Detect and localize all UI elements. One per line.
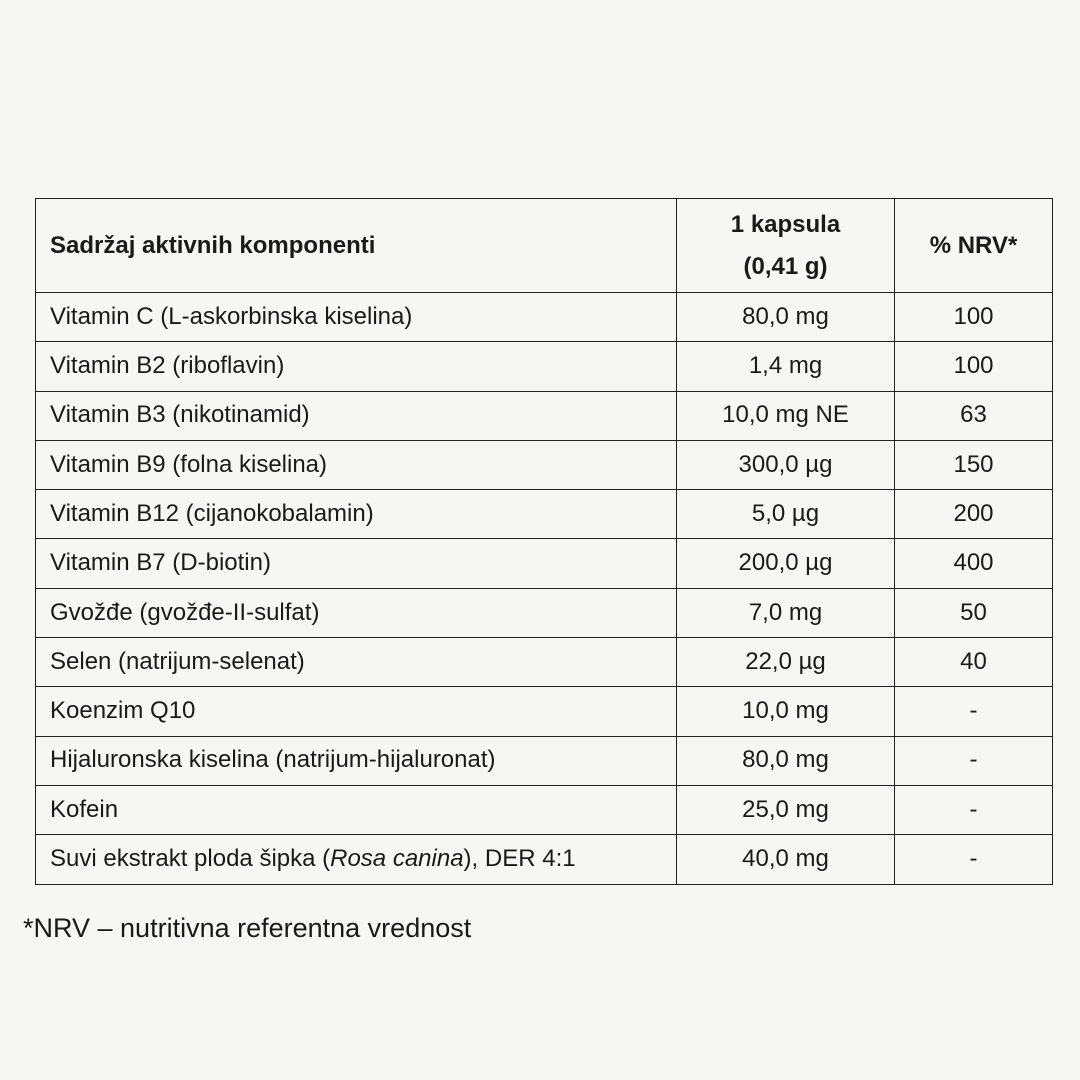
footnote: *NRV – nutritivna referentna vrednost	[23, 913, 472, 943]
row-name: Vitamin B9 (folna kiselina)	[36, 440, 677, 489]
row-amount: 1,4 mg	[677, 342, 895, 391]
row-nrv: -	[895, 835, 1053, 884]
row-nrv: -	[895, 785, 1053, 834]
row-name	[36, 835, 677, 884]
row-amount: 40,0 mg	[677, 835, 895, 884]
header-amount-line2: (0,41 g)	[743, 252, 828, 280]
row-nrv: 200	[895, 490, 1053, 539]
row-amount: 22,0 µg	[677, 638, 895, 687]
table-row	[36, 293, 1053, 342]
row-nrv: 40	[895, 638, 1053, 687]
row-nrv: -	[895, 736, 1053, 785]
row-name: Kofein	[36, 785, 677, 834]
row-name: Vitamin B2 (riboflavin)	[36, 342, 677, 391]
row-amount: 200,0 µg	[677, 539, 895, 588]
header-component: Sadržaj aktivnih komponenti	[36, 199, 677, 293]
table-row	[36, 539, 1053, 588]
table-row	[36, 835, 1053, 884]
table-row	[36, 687, 1053, 736]
row-amount: 80,0 mg	[677, 293, 895, 342]
table-row	[36, 785, 1053, 834]
row-nrv: -	[895, 687, 1053, 736]
table-header	[36, 199, 1053, 293]
table-row	[36, 440, 1053, 489]
row-nrv: 63	[895, 391, 1053, 440]
row-name: Vitamin C (L-askorbinska kiselina)	[36, 293, 677, 342]
row-amount: 25,0 mg	[677, 785, 895, 834]
row-name: Vitamin B12 (cijanokobalamin)	[36, 490, 677, 539]
table-row	[36, 638, 1053, 687]
table-body	[36, 293, 1053, 885]
row-amount: 300,0 µg	[677, 440, 895, 489]
row-nrv: 150	[895, 440, 1053, 489]
row-name: Selen (natrijum-selenat)	[36, 638, 677, 687]
table-row	[36, 736, 1053, 785]
row-name: Vitamin B3 (nikotinamid)	[36, 391, 677, 440]
row-amount: 10,0 mg	[677, 687, 895, 736]
header-nrv: % NRV*	[895, 199, 1053, 293]
table-row	[36, 391, 1053, 440]
row-name: Gvožđe (gvožđe-II-sulfat)	[36, 588, 677, 637]
table-row	[36, 490, 1053, 539]
row-name-prefix: Suvi ekstrakt ploda šipka (	[50, 845, 331, 873]
row-name-suffix: ), DER 4:1	[463, 845, 576, 873]
row-amount: 5,0 µg	[677, 490, 895, 539]
row-name-italic: Rosa canina	[330, 845, 464, 873]
row-amount: 7,0 mg	[677, 588, 895, 637]
row-amount: 10,0 mg NE	[677, 391, 895, 440]
row-amount: 80,0 mg	[677, 736, 895, 785]
table-row	[36, 588, 1053, 637]
table-row	[36, 342, 1053, 391]
row-nrv: 400	[895, 539, 1053, 588]
row-name: Hijaluronska kiselina (natrijum-hijaluronat)	[36, 736, 677, 785]
row-nrv: 100	[895, 293, 1053, 342]
row-name: Koenzim Q10	[36, 687, 677, 736]
row-nrv: 100	[895, 342, 1053, 391]
row-nrv: 50	[895, 588, 1053, 637]
row-name: Vitamin B7 (D-biotin)	[36, 539, 677, 588]
nutrient-table	[35, 198, 1053, 885]
header-amount-line1: 1 kapsula	[730, 210, 841, 238]
header-amount	[677, 199, 895, 293]
header-row	[36, 199, 1053, 293]
